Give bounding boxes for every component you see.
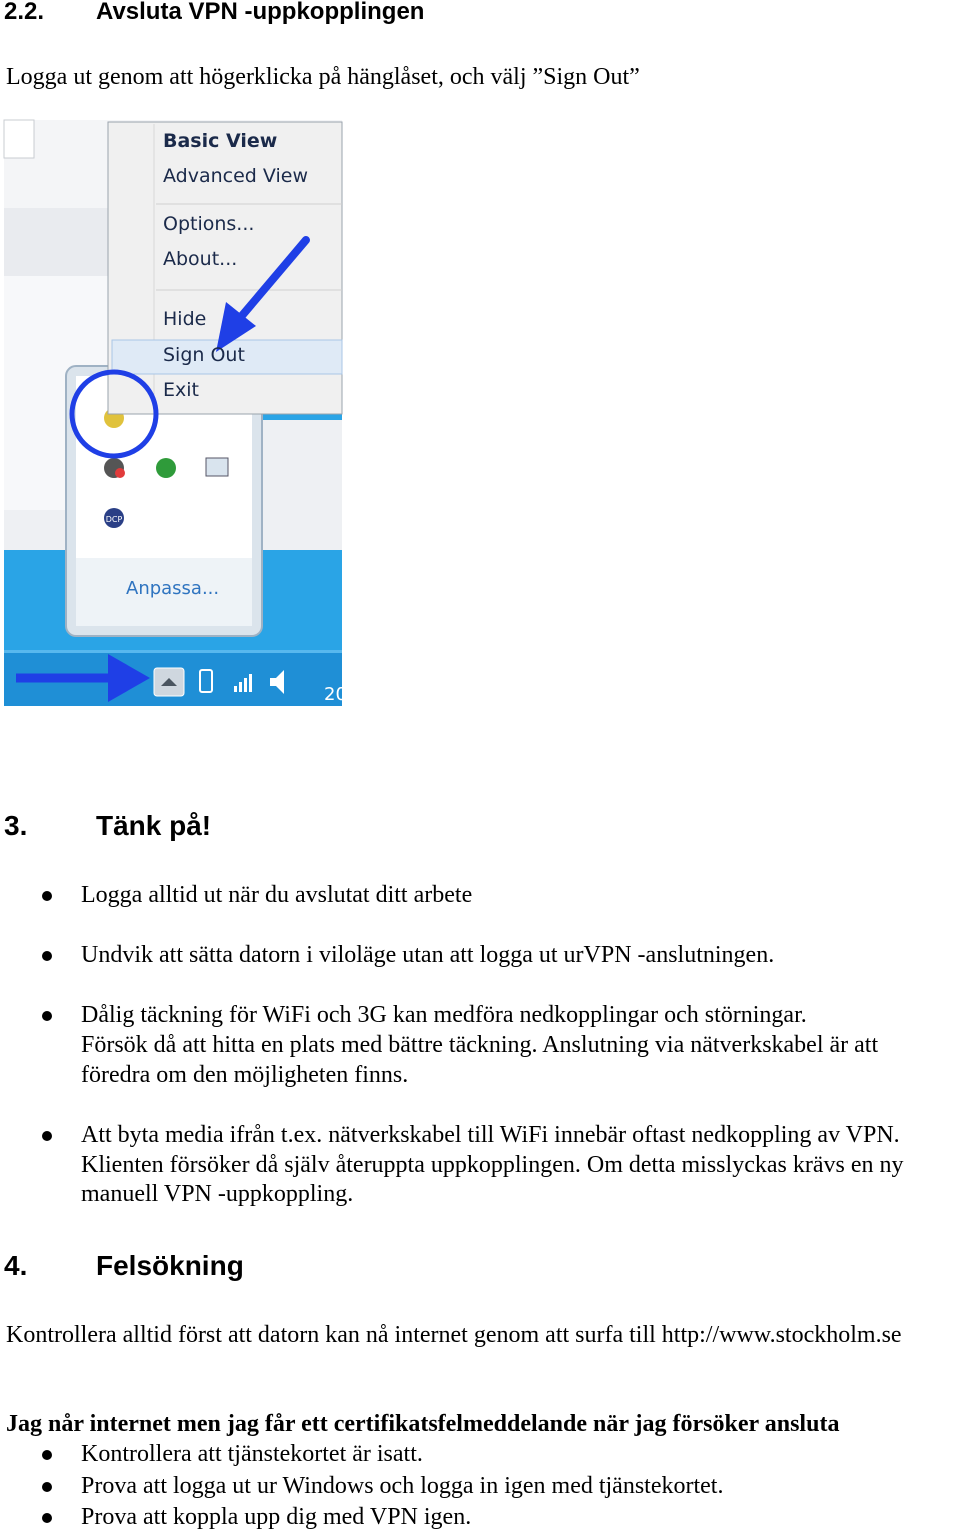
menu-item-sign-out[interactable]: Sign Out [163,344,245,366]
menu-item-exit[interactable]: Exit [163,379,199,401]
troubleshoot-subheading: Jag når internet men jag får ett certifikatsfelmeddelande när jag försöker ansluta [6,1411,840,1437]
bullet-dot [42,1131,52,1141]
tray-menu-screenshot [4,120,347,706]
section-number: 4. [4,1250,28,1281]
menu-item-basic-view[interactable]: Basic View [163,130,278,152]
bullet-text-continued: manuell VPN -uppkoppling. [81,1181,354,1207]
section-title: Tänk på! [96,810,212,841]
clock-partial: 20 [324,684,347,705]
bullet-text: Dålig täckning för WiFi och 3G kan medföra nedkopplingar och störningar. [81,1002,807,1028]
section-number: 2.2. [4,0,45,25]
menu-item-options[interactable]: Options... [163,213,255,235]
bullet-text-continued: föredra om den möjligheten finns. [81,1062,409,1088]
customize-link[interactable]: Anpassa... [126,578,220,599]
svg-text:DCP: DCP [105,515,123,524]
section-title: Avsluta VPN -uppkopplingen [96,0,425,25]
bullet-dot [42,951,52,961]
bullet-dot [42,891,52,901]
bullet-text-continued: Försök då att hitta en plats med bättre täckning. Anslutning via nätverkskabel är att [81,1032,879,1058]
menu-item-hide[interactable]: Hide [163,308,207,330]
bullet-dot [42,1513,52,1523]
bullet-text-continued: Klienten försöker då själv återuppta uppkopplingen. Om detta misslyckas krävs en ny [81,1152,904,1178]
bullet-text: Kontrollera att tjänstekortet är isatt. [81,1441,423,1467]
bullet-text: Prova att logga ut ur Windows och logga in igen med tjänstekortet. [81,1473,724,1499]
screenshot-background [4,120,342,706]
menu-item-advanced-view[interactable]: Advanced View [163,165,308,187]
intro-text: Logga ut genom att högerklicka på hänglåset, och välj ”Sign Out” [6,64,640,90]
bullet-text: Undvik att sätta datorn i viloläge utan att logga ut urVPN -anslutningen. [81,942,775,968]
troubleshoot-intro: Kontrollera alltid först att datorn kan nå internet genom att surfa till http://www.stockholm.se [6,1322,902,1348]
section-title: Felsökning [96,1250,244,1281]
bullet-text: Logga alltid ut när du avslutat ditt arbete [81,882,473,908]
section-number: 3. [4,810,28,841]
bullet-dot [42,1450,52,1460]
menu-item-about[interactable]: About... [163,248,238,270]
bullet-dot [42,1482,52,1492]
bullet-text: Att byta media ifrån t.ex. nätverkskabel till WiFi innebär oftast nedkoppling av VPN. [81,1122,900,1148]
bullet-text: Prova att koppla upp dig med VPN igen. [81,1504,472,1530]
bullet-dot [42,1011,52,1021]
